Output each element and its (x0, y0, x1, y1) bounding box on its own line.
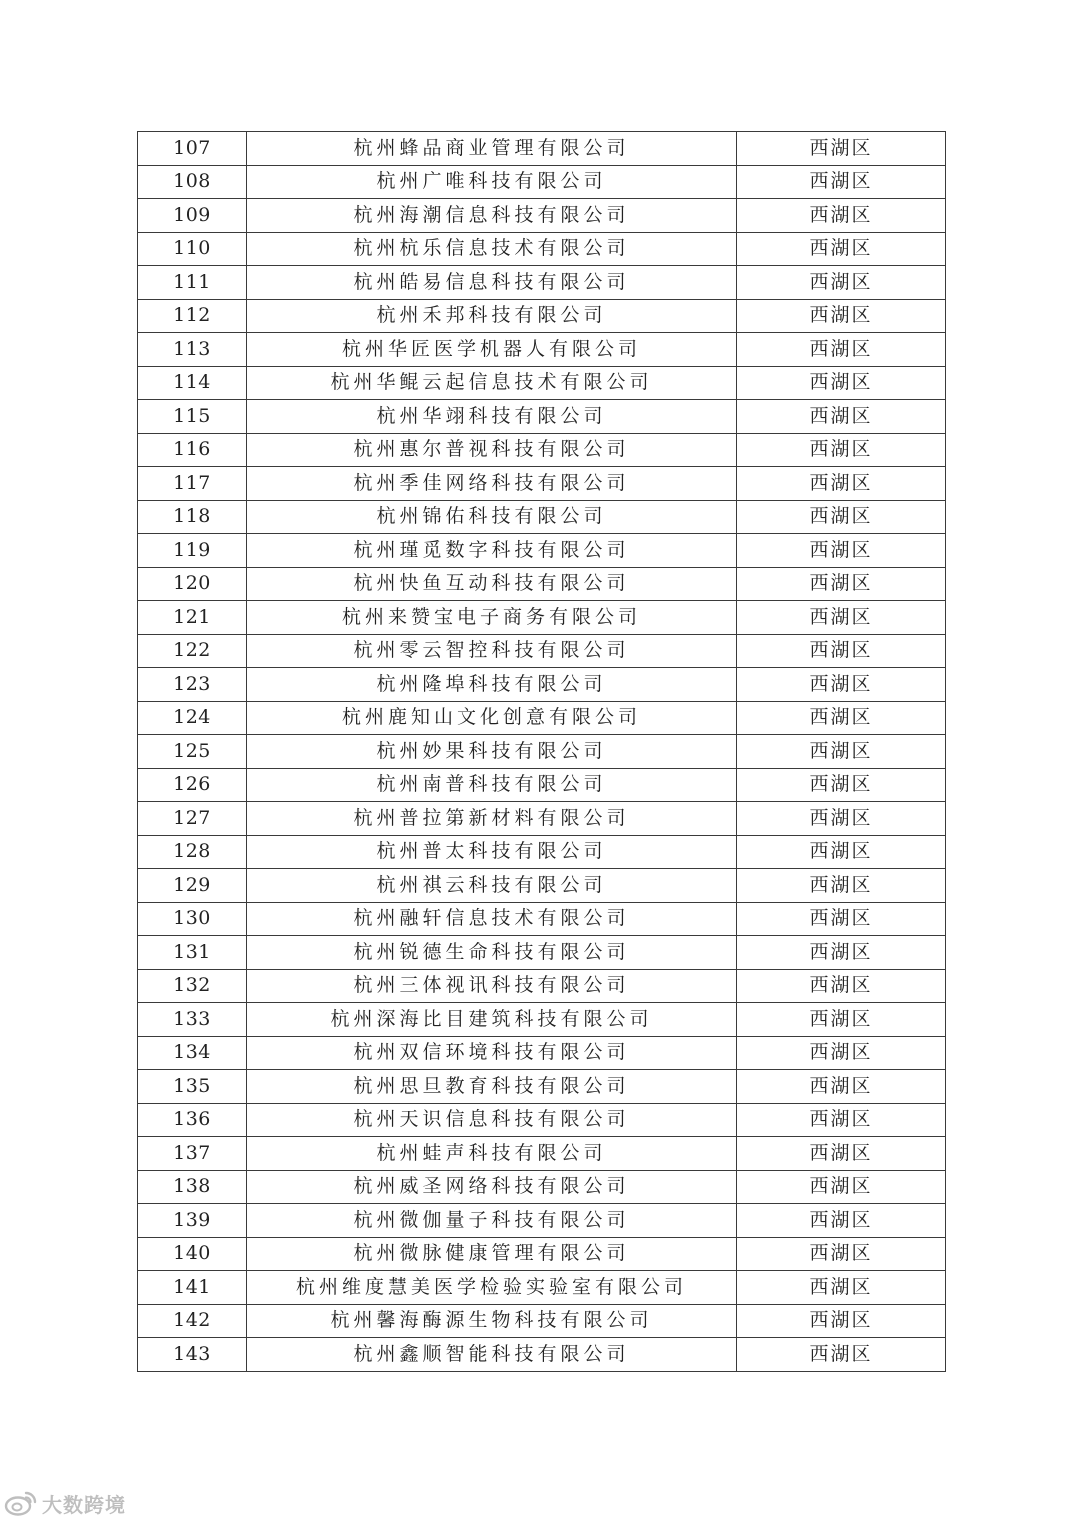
table-row (138, 1271, 946, 1305)
row-number-cell: 130 (138, 902, 247, 936)
table-row (138, 199, 946, 233)
table-row (138, 902, 946, 936)
table-row (138, 299, 946, 333)
district-cell: 西湖区 (737, 165, 946, 199)
district-cell: 西湖区 (737, 835, 946, 869)
company-name-cell: 杭州维度慧美医学检验实验室有限公司 (247, 1271, 737, 1305)
district-cell: 西湖区 (737, 232, 946, 266)
row-number-cell: 113 (138, 333, 247, 367)
company-name-cell: 杭州祺云科技有限公司 (247, 869, 737, 903)
row-number-cell: 137 (138, 1137, 247, 1171)
district-cell: 西湖区 (737, 567, 946, 601)
table-row (138, 1237, 946, 1271)
company-list-body (138, 132, 946, 1372)
district-cell: 西湖区 (737, 299, 946, 333)
table-row (138, 802, 946, 836)
table-row (138, 1137, 946, 1171)
company-name-cell: 杭州融轩信息技术有限公司 (247, 902, 737, 936)
row-number-cell: 108 (138, 165, 247, 199)
row-number-cell: 114 (138, 366, 247, 400)
row-number-cell: 127 (138, 802, 247, 836)
row-number-cell: 136 (138, 1103, 247, 1137)
table-row (138, 969, 946, 1003)
company-name-cell: 杭州零云智控科技有限公司 (247, 634, 737, 668)
weibo-logo-icon (4, 1489, 38, 1517)
table-row (138, 165, 946, 199)
row-number-cell: 128 (138, 835, 247, 869)
company-name-cell: 杭州隆埠科技有限公司 (247, 668, 737, 702)
district-cell: 西湖区 (737, 467, 946, 501)
district-cell: 西湖区 (737, 433, 946, 467)
district-cell: 西湖区 (737, 199, 946, 233)
district-cell: 西湖区 (737, 735, 946, 769)
district-cell: 西湖区 (737, 1237, 946, 1271)
table-row (138, 366, 946, 400)
table-row (138, 433, 946, 467)
district-cell: 西湖区 (737, 601, 946, 635)
district-cell: 西湖区 (737, 1036, 946, 1070)
district-cell: 西湖区 (737, 400, 946, 434)
company-name-cell: 杭州微脉健康管理有限公司 (247, 1237, 737, 1271)
table-row (138, 1170, 946, 1204)
district-cell: 西湖区 (737, 1338, 946, 1372)
company-name-cell: 杭州华鲲云起信息技术有限公司 (247, 366, 737, 400)
row-number-cell: 109 (138, 199, 247, 233)
company-name-cell: 杭州锦佑科技有限公司 (247, 500, 737, 534)
table-row (138, 936, 946, 970)
company-name-cell: 杭州海潮信息科技有限公司 (247, 199, 737, 233)
company-name-cell: 杭州蛙声科技有限公司 (247, 1137, 737, 1171)
table-row (138, 400, 946, 434)
row-number-cell: 125 (138, 735, 247, 769)
company-name-cell: 杭州瑾觅数字科技有限公司 (247, 534, 737, 568)
district-cell: 西湖区 (737, 768, 946, 802)
company-name-cell: 杭州普太科技有限公司 (247, 835, 737, 869)
table-row (138, 1003, 946, 1037)
row-number-cell: 138 (138, 1170, 247, 1204)
company-name-cell: 杭州皓易信息科技有限公司 (247, 266, 737, 300)
table-row (138, 266, 946, 300)
row-number-cell: 143 (138, 1338, 247, 1372)
table-row (138, 534, 946, 568)
row-number-cell: 134 (138, 1036, 247, 1070)
company-name-cell: 杭州南普科技有限公司 (247, 768, 737, 802)
row-number-cell: 107 (138, 132, 247, 166)
row-number-cell: 117 (138, 467, 247, 501)
district-cell: 西湖区 (737, 936, 946, 970)
watermark-text: 大数跨境 (42, 1492, 126, 1517)
table-row (138, 835, 946, 869)
table-row (138, 601, 946, 635)
row-number-cell: 142 (138, 1304, 247, 1338)
table-row (138, 567, 946, 601)
district-cell: 西湖区 (737, 1170, 946, 1204)
row-number-cell: 131 (138, 936, 247, 970)
row-number-cell: 118 (138, 500, 247, 534)
table-row (138, 701, 946, 735)
row-number-cell: 129 (138, 869, 247, 903)
district-cell: 西湖区 (737, 1137, 946, 1171)
table-row (138, 232, 946, 266)
table-row (138, 668, 946, 702)
row-number-cell: 133 (138, 1003, 247, 1037)
company-name-cell: 杭州锐德生命科技有限公司 (247, 936, 737, 970)
table-row (138, 1103, 946, 1137)
table-row (138, 1304, 946, 1338)
district-cell: 西湖区 (737, 500, 946, 534)
table-row (138, 467, 946, 501)
table-row (138, 1204, 946, 1238)
district-cell: 西湖区 (737, 132, 946, 166)
table-row (138, 1070, 946, 1104)
company-name-cell: 杭州快鱼互动科技有限公司 (247, 567, 737, 601)
district-cell: 西湖区 (737, 969, 946, 1003)
company-name-cell: 杭州普拉第新材料有限公司 (247, 802, 737, 836)
district-cell: 西湖区 (737, 1271, 946, 1305)
district-cell: 西湖区 (737, 1103, 946, 1137)
company-name-cell: 杭州杭乐信息技术有限公司 (247, 232, 737, 266)
company-name-cell: 杭州微伽量子科技有限公司 (247, 1204, 737, 1238)
table-row (138, 735, 946, 769)
district-cell: 西湖区 (737, 534, 946, 568)
district-cell: 西湖区 (737, 366, 946, 400)
row-number-cell: 112 (138, 299, 247, 333)
company-name-cell: 杭州来赞宝电子商务有限公司 (247, 601, 737, 635)
watermark (4, 1485, 126, 1521)
district-cell: 西湖区 (737, 1304, 946, 1338)
company-name-cell: 杭州蜂品商业管理有限公司 (247, 132, 737, 166)
row-number-cell: 140 (138, 1237, 247, 1271)
district-cell: 西湖区 (737, 802, 946, 836)
district-cell: 西湖区 (737, 266, 946, 300)
district-cell: 西湖区 (737, 1204, 946, 1238)
row-number-cell: 139 (138, 1204, 247, 1238)
row-number-cell: 116 (138, 433, 247, 467)
company-name-cell: 杭州华匠医学机器人有限公司 (247, 333, 737, 367)
company-name-cell: 杭州馨海酶源生物科技有限公司 (247, 1304, 737, 1338)
table-row (138, 1036, 946, 1070)
row-number-cell: 121 (138, 601, 247, 635)
company-name-cell: 杭州深海比目建筑科技有限公司 (247, 1003, 737, 1037)
company-name-cell: 杭州三体视讯科技有限公司 (247, 969, 737, 1003)
row-number-cell: 120 (138, 567, 247, 601)
table-row (138, 132, 946, 166)
company-name-cell: 杭州禾邦科技有限公司 (247, 299, 737, 333)
company-list-table (137, 131, 946, 1372)
company-name-cell: 杭州鹿知山文化创意有限公司 (247, 701, 737, 735)
row-number-cell: 141 (138, 1271, 247, 1305)
row-number-cell: 123 (138, 668, 247, 702)
company-name-cell: 杭州华翊科技有限公司 (247, 400, 737, 434)
district-cell: 西湖区 (737, 902, 946, 936)
table-row (138, 333, 946, 367)
district-cell: 西湖区 (737, 1070, 946, 1104)
row-number-cell: 110 (138, 232, 247, 266)
district-cell: 西湖区 (737, 333, 946, 367)
row-number-cell: 135 (138, 1070, 247, 1104)
table-row (138, 500, 946, 534)
table-row (138, 1338, 946, 1372)
company-name-cell: 杭州双信环境科技有限公司 (247, 1036, 737, 1070)
row-number-cell: 119 (138, 534, 247, 568)
district-cell: 西湖区 (737, 701, 946, 735)
company-name-cell: 杭州鑫顺智能科技有限公司 (247, 1338, 737, 1372)
company-name-cell: 杭州思旦教育科技有限公司 (247, 1070, 737, 1104)
table-row (138, 768, 946, 802)
district-cell: 西湖区 (737, 668, 946, 702)
row-number-cell: 124 (138, 701, 247, 735)
company-name-cell: 杭州妙果科技有限公司 (247, 735, 737, 769)
company-name-cell: 杭州广唯科技有限公司 (247, 165, 737, 199)
company-name-cell: 杭州威圣网络科技有限公司 (247, 1170, 737, 1204)
company-name-cell: 杭州惠尔普视科技有限公司 (247, 433, 737, 467)
row-number-cell: 111 (138, 266, 247, 300)
district-cell: 西湖区 (737, 1003, 946, 1037)
district-cell: 西湖区 (737, 634, 946, 668)
row-number-cell: 132 (138, 969, 247, 1003)
district-cell: 西湖区 (737, 869, 946, 903)
table-row (138, 634, 946, 668)
company-name-cell: 杭州天识信息科技有限公司 (247, 1103, 737, 1137)
company-name-cell: 杭州季佳网络科技有限公司 (247, 467, 737, 501)
row-number-cell: 122 (138, 634, 247, 668)
row-number-cell: 115 (138, 400, 247, 434)
table-row (138, 869, 946, 903)
row-number-cell: 126 (138, 768, 247, 802)
